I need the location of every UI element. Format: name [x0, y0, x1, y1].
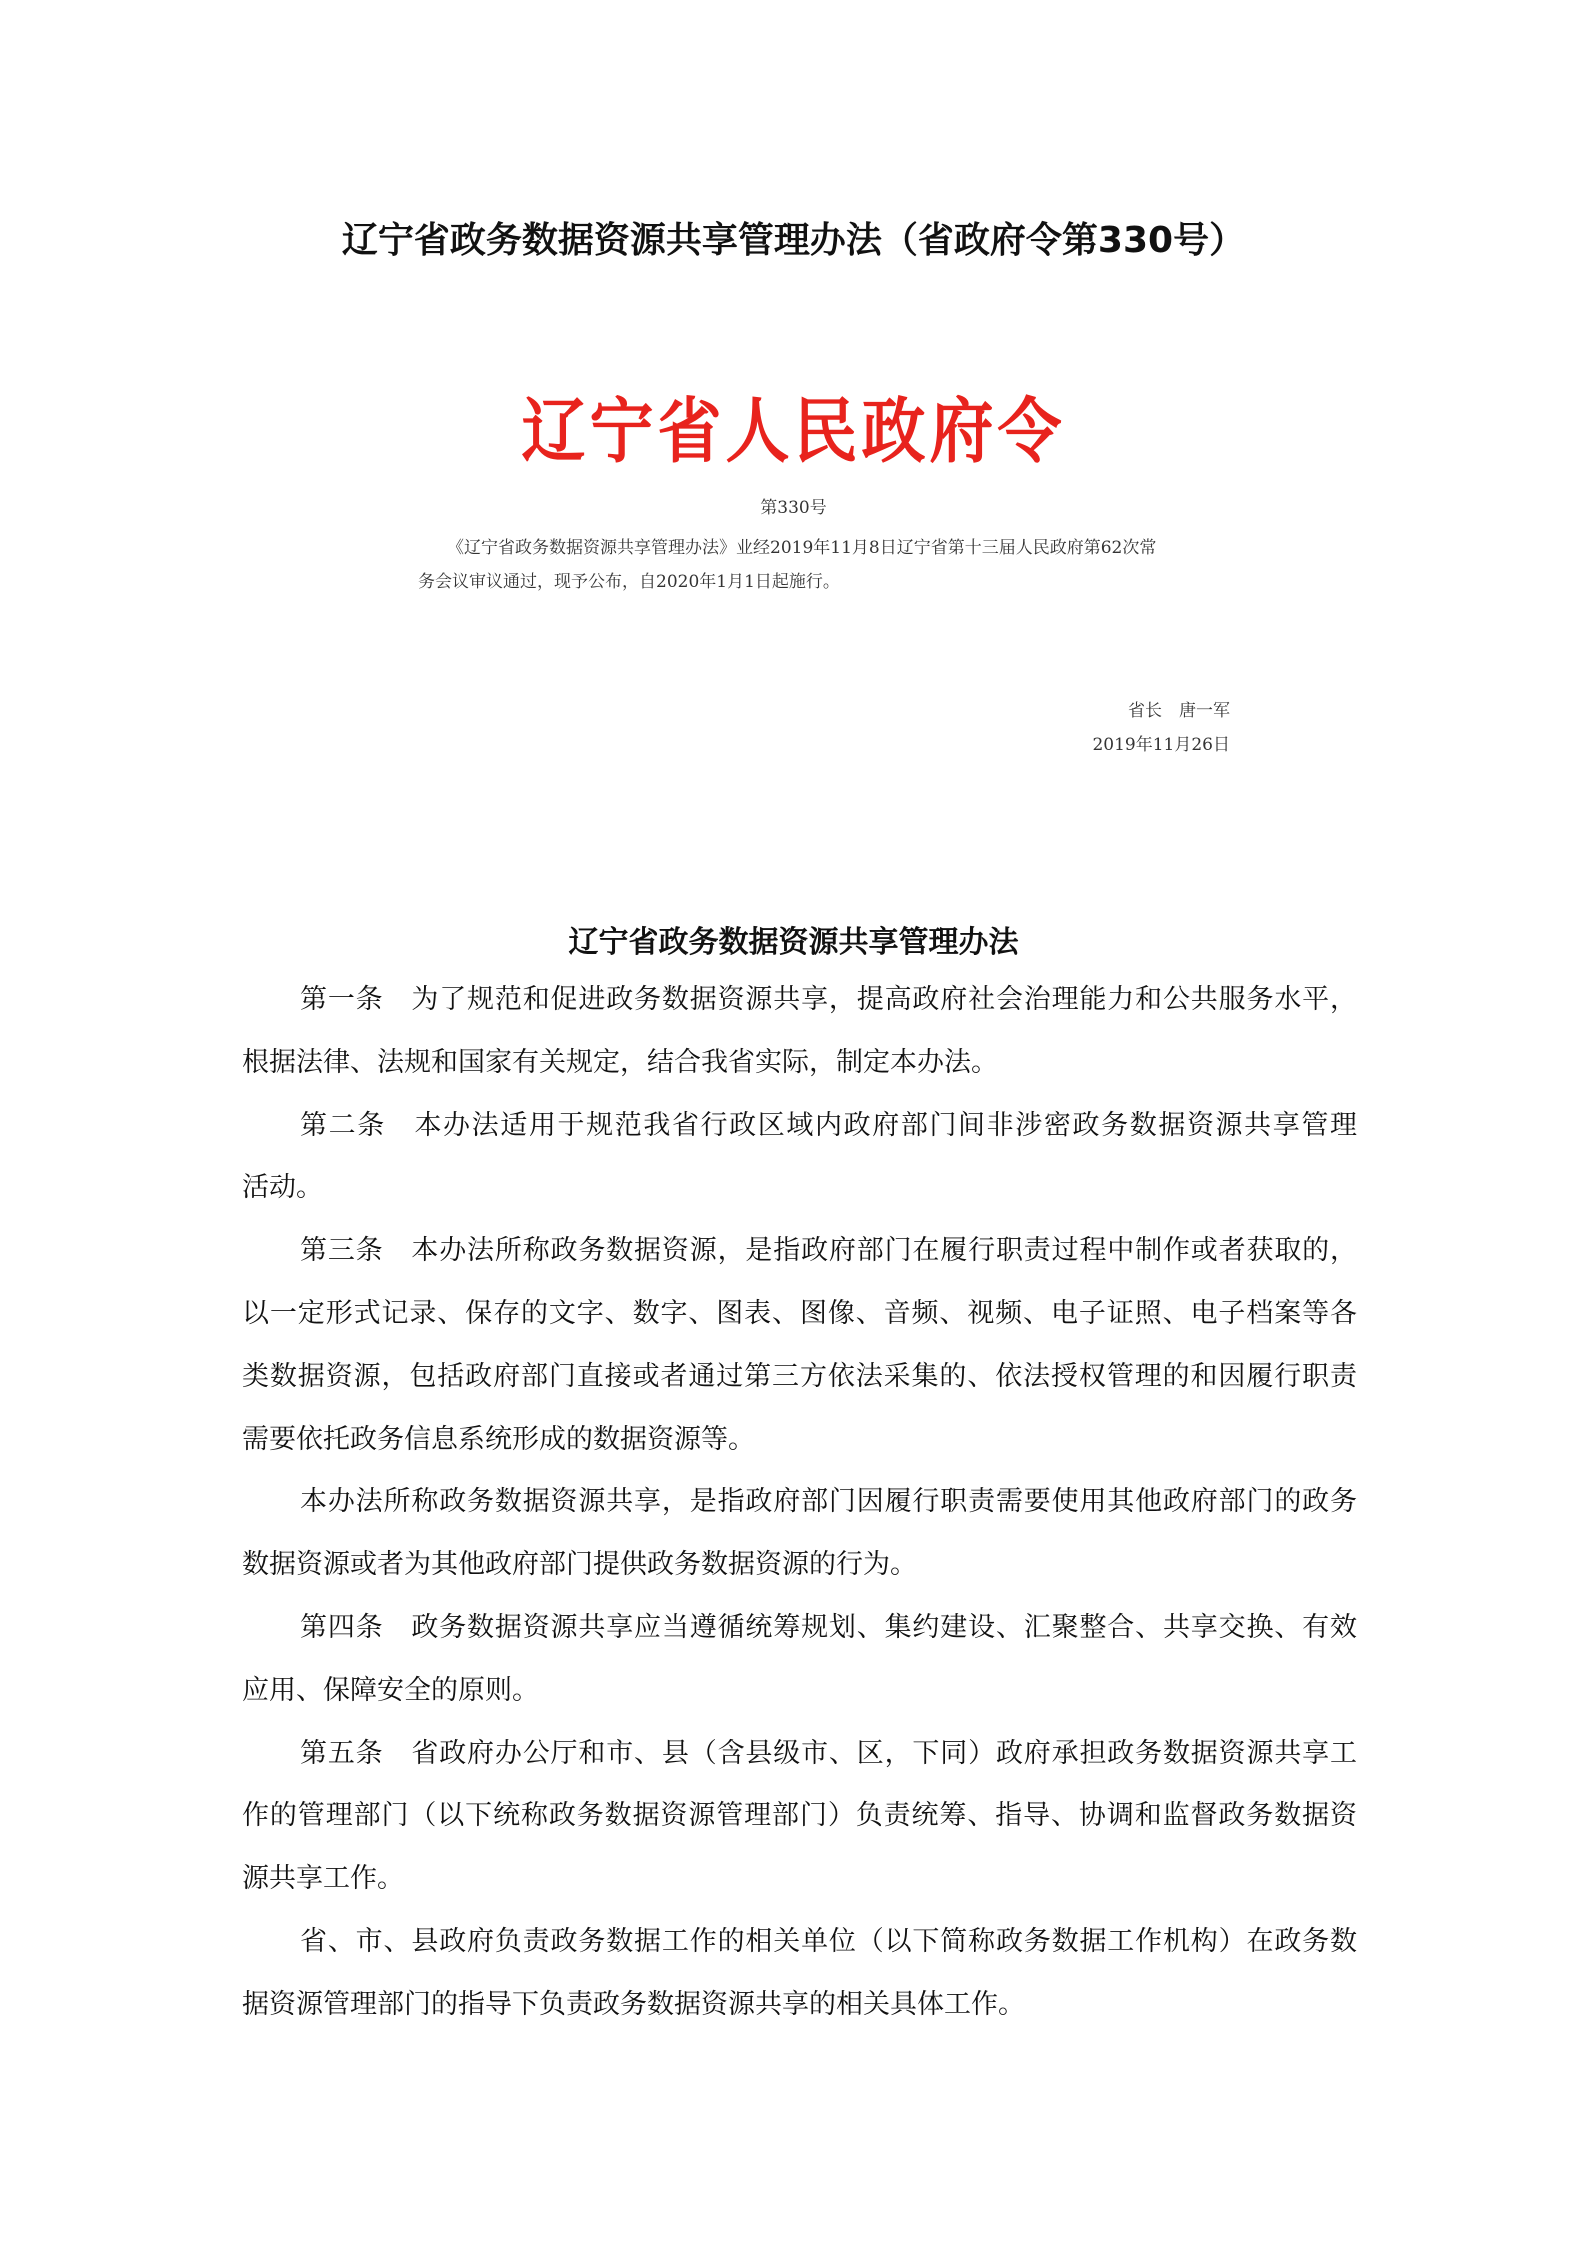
document-title: 辽宁省政务数据资源共享管理办法（省政府令第330号）	[341, 220, 1246, 261]
signature-date: 2019年11月26日	[1092, 735, 1230, 755]
body-line: 本办法所称政务数据资源共享，是指政府部门因履行职责需要使用其他政府部门的政务	[300, 1486, 1357, 1518]
body-line: 根据法律、法规和国家有关规定，结合我省实际，制定本办法。	[242, 1046, 998, 1078]
section-title: 辽宁省政务数据资源共享管理办法	[568, 925, 1019, 960]
order-number: 第330号	[760, 498, 827, 518]
body-line: 省、市、县政府负责政务数据工作的相关单位（以下简称政务数据工作机构）在政务数	[300, 1926, 1357, 1957]
body-line: 第四条 政务数据资源共享应当遵循统筹规划、集约建设、汇聚整合、共享交换、有效	[300, 1612, 1357, 1643]
body-line: 据资源管理部门的指导下负责政务数据资源共享的相关具体工作。	[242, 1988, 1025, 2020]
body-line: 第三条 本办法所称政务数据资源，是指政府部门在履行职责过程中制作或者获取的，	[300, 1235, 1357, 1267]
body-line: 作的管理部门（以下统称政务数据资源管理部门）负责统筹、指导、协调和监督政务数据资	[242, 1800, 1357, 1832]
red-heading: 辽宁省人民政府令	[521, 391, 1066, 474]
body-line: 第一条 为了规范和促进政务数据资源共享，提高政府社会治理能力和公共服务水平，	[300, 984, 1357, 1015]
body-line: 活动。	[242, 1172, 323, 1204]
body-line: 第五条 省政府办公厅和市、县（含县级市、区，下同）政府承担政务数据资源共享工	[300, 1737, 1357, 1769]
body-line: 类数据资源，包括政府部门直接或者通过第三方依法采集的、依法授权管理的和因履行职责	[242, 1360, 1357, 1392]
announcement-line: 《辽宁省政务数据资源共享管理办法》业经2019年11月8日辽宁省第十三届人民政府第62次常	[447, 538, 1157, 558]
announcement-line: 务会议审议通过，现予公布，自2020年1月1日起施行。	[418, 572, 840, 592]
body-line: 源共享工作。	[242, 1863, 404, 1895]
body-line: 应用、保障安全的原则。	[242, 1674, 539, 1706]
body-line: 以一定形式记录、保存的文字、数字、图表、图像、音频、视频、电子证照、电子档案等各	[242, 1298, 1357, 1329]
body-line: 第二条 本办法适用于规范我省行政区域内政府部门间非涉密政务数据资源共享管理	[300, 1109, 1357, 1141]
body-line: 需要依托政务信息系统形成的数据资源等。	[242, 1423, 755, 1455]
signature-name: 省长 唐一军	[1128, 701, 1230, 721]
body-line: 数据资源或者为其他政府部门提供政务数据资源的行为。	[242, 1549, 917, 1581]
